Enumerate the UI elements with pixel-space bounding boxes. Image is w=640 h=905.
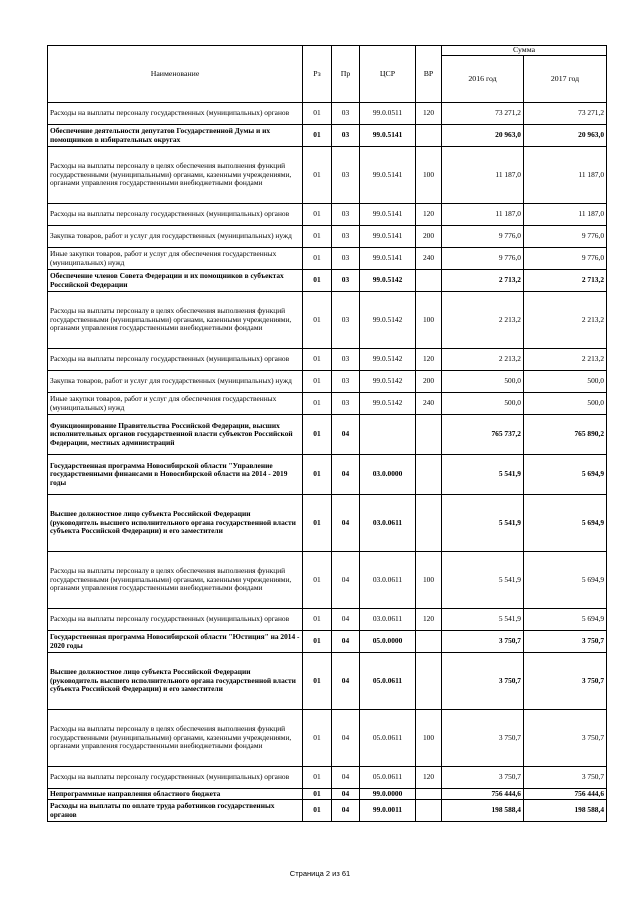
row-csr-cell: 99.0.5142 (360, 270, 416, 292)
row-rz-cell: 01 (303, 226, 332, 248)
row-vr-cell (416, 631, 442, 653)
row-2017-cell: 3 750,7 (524, 631, 607, 653)
table-row (48, 653, 607, 710)
row-2016-cell: 2 713,2 (442, 270, 524, 292)
row-vr-cell (416, 270, 442, 292)
row-vr-cell: 100 (416, 292, 442, 349)
row-2017-cell: 2 213,2 (524, 349, 607, 371)
table-row (48, 270, 607, 292)
budget-sheet (47, 45, 606, 822)
row-csr-cell: 05.0.0000 (360, 631, 416, 653)
header-sum: Сумма (442, 46, 607, 56)
row-csr-cell: 03.0.0611 (360, 552, 416, 609)
row-csr-cell: 03.0.0611 (360, 495, 416, 552)
row-pr-cell: 03 (332, 371, 360, 393)
row-vr-cell (416, 495, 442, 552)
table-row (48, 125, 607, 147)
row-rz-cell: 01 (303, 552, 332, 609)
row-vr-cell: 120 (416, 767, 442, 789)
row-rz-cell: 01 (303, 789, 332, 800)
row-rz-cell: 01 (303, 292, 332, 349)
row-name-cell: Закупка товаров, работ и услуг для государственных (муниципальных) нужд (48, 226, 303, 248)
row-vr-cell (416, 415, 442, 455)
row-2016-cell: 5 541,9 (442, 552, 524, 609)
table-row (48, 371, 607, 393)
row-name-cell: Иные закупки товаров, работ и услуг для обеспечения государственных (муниципальных) нужд (48, 393, 303, 415)
row-csr-cell: 05.0.0611 (360, 767, 416, 789)
row-rz-cell: 01 (303, 393, 332, 415)
row-2016-cell: 9 776,0 (442, 226, 524, 248)
table-row (48, 495, 607, 552)
table-row (48, 800, 607, 822)
row-vr-cell: 100 (416, 710, 442, 767)
row-rz-cell: 01 (303, 349, 332, 371)
row-rz-cell: 01 (303, 125, 332, 147)
row-2017-cell: 198 588,4 (524, 800, 607, 822)
row-pr-cell: 04 (332, 653, 360, 710)
row-name-cell: Расходы на выплаты персоналу государственных (муниципальных) органов (48, 103, 303, 125)
row-csr-cell (360, 415, 416, 455)
row-rz-cell: 01 (303, 495, 332, 552)
row-2016-cell: 73 271,2 (442, 103, 524, 125)
row-csr-cell: 99.0.5142 (360, 292, 416, 349)
row-rz-cell: 01 (303, 248, 332, 270)
row-2016-cell: 500,0 (442, 371, 524, 393)
row-name-cell: Расходы на выплаты персоналу государственных (муниципальных) органов (48, 349, 303, 371)
row-pr-cell: 04 (332, 552, 360, 609)
row-csr-cell: 99.0.5141 (360, 248, 416, 270)
row-pr-cell: 04 (332, 415, 360, 455)
row-rz-cell: 01 (303, 631, 332, 653)
row-csr-cell: 99.0.0011 (360, 800, 416, 822)
row-vr-cell (416, 455, 442, 495)
row-csr-cell: 05.0.0611 (360, 653, 416, 710)
row-csr-cell: 03.0.0611 (360, 609, 416, 631)
row-rz-cell: 01 (303, 767, 332, 789)
table-row (48, 767, 607, 789)
row-2017-cell: 3 750,7 (524, 710, 607, 767)
row-2017-cell: 11 187,0 (524, 204, 607, 226)
row-vr-cell (416, 800, 442, 822)
row-csr-cell: 99.0.5142 (360, 349, 416, 371)
row-2017-cell: 5 694,9 (524, 552, 607, 609)
row-name-cell: Высшее должностное лицо субъекта Российской Федерации (руководитель высшего исполнительного органа государственной власти субъекта Российской Федерации) и его заместители (48, 495, 303, 552)
row-2017-cell: 73 271,2 (524, 103, 607, 125)
row-2016-cell: 756 444,6 (442, 789, 524, 800)
row-csr-cell: 99.0.0511 (360, 103, 416, 125)
row-vr-cell (416, 653, 442, 710)
row-rz-cell: 01 (303, 800, 332, 822)
row-2016-cell: 3 750,7 (442, 631, 524, 653)
row-vr-cell: 100 (416, 552, 442, 609)
row-rz-cell: 01 (303, 710, 332, 767)
row-2016-cell: 11 187,0 (442, 147, 524, 204)
row-2016-cell: 9 776,0 (442, 248, 524, 270)
row-vr-cell (416, 789, 442, 800)
row-csr-cell: 03.0.0000 (360, 455, 416, 495)
row-name-cell: Расходы на выплаты по оплате труда работников государственных органов (48, 800, 303, 822)
header-rz: Рз (303, 46, 332, 103)
row-2017-cell: 5 694,9 (524, 495, 607, 552)
table-row (48, 204, 607, 226)
header-vr: ВР (416, 46, 442, 103)
row-csr-cell: 99.0.5141 (360, 204, 416, 226)
row-name-cell: Иные закупки товаров, работ и услуг для обеспечения государственных (муниципальных) нужд (48, 248, 303, 270)
table-row (48, 552, 607, 609)
row-rz-cell: 01 (303, 270, 332, 292)
table-row (48, 103, 607, 125)
row-name-cell: Функционирование Правительства Российской Федерации, высших исполнительных органов государственной власти субъектов Российской Федерации, местных администраций (48, 415, 303, 455)
row-rz-cell: 01 (303, 415, 332, 455)
row-rz-cell: 01 (303, 371, 332, 393)
row-2016-cell: 198 588,4 (442, 800, 524, 822)
row-2016-cell: 5 541,9 (442, 455, 524, 495)
row-pr-cell: 03 (332, 393, 360, 415)
row-pr-cell: 04 (332, 710, 360, 767)
row-vr-cell: 240 (416, 248, 442, 270)
row-name-cell: Расходы на выплаты персоналу государственных (муниципальных) органов (48, 609, 303, 631)
row-vr-cell: 200 (416, 371, 442, 393)
row-2016-cell: 11 187,0 (442, 204, 524, 226)
table-row (48, 147, 607, 204)
row-vr-cell: 120 (416, 204, 442, 226)
row-rz-cell: 01 (303, 653, 332, 710)
table-row (48, 393, 607, 415)
row-2016-cell: 3 750,7 (442, 767, 524, 789)
row-csr-cell: 99.0.5141 (360, 125, 416, 147)
row-2016-cell: 20 963,0 (442, 125, 524, 147)
table-row (48, 226, 607, 248)
row-pr-cell: 04 (332, 455, 360, 495)
page-footer: Страница 2 из 61 (289, 869, 351, 878)
row-vr-cell: 100 (416, 147, 442, 204)
row-name-cell: Расходы на выплаты персоналу в целях обеспечения выполнения функций государственными (муниципальными) органами, казенными учреждениями, органами управления государственными внебюджетными фондами (48, 710, 303, 767)
table-row (48, 415, 607, 455)
row-csr-cell: 99.0.5142 (360, 371, 416, 393)
row-vr-cell: 120 (416, 103, 442, 125)
row-2017-cell: 500,0 (524, 371, 607, 393)
row-pr-cell: 04 (332, 800, 360, 822)
header-2017: 2017 год (524, 56, 607, 103)
row-rz-cell: 01 (303, 103, 332, 125)
row-vr-cell: 120 (416, 349, 442, 371)
budget-table (47, 45, 607, 822)
row-2016-cell: 5 541,9 (442, 495, 524, 552)
table-header (48, 46, 607, 103)
row-2016-cell: 2 213,2 (442, 349, 524, 371)
row-pr-cell: 04 (332, 767, 360, 789)
row-pr-cell: 03 (332, 270, 360, 292)
row-csr-cell: 99.0.5142 (360, 393, 416, 415)
row-rz-cell: 01 (303, 204, 332, 226)
table-row (48, 609, 607, 631)
row-name-cell: Обеспечение членов Совета Федерации и их помощников в субъектах Российской Федерации (48, 270, 303, 292)
row-pr-cell: 04 (332, 609, 360, 631)
row-2017-cell: 2 213,2 (524, 292, 607, 349)
row-2016-cell: 765 737,2 (442, 415, 524, 455)
row-2017-cell: 9 776,0 (524, 248, 607, 270)
table-row (48, 248, 607, 270)
row-vr-cell: 120 (416, 609, 442, 631)
row-name-cell: Расходы на выплаты персоналу в целях обеспечения выполнения функций государственными (муниципальными) органами, казенными учреждениями, органами управления государственными внебюджетными фондами (48, 147, 303, 204)
row-rz-cell: 01 (303, 147, 332, 204)
table-row (48, 349, 607, 371)
row-csr-cell: 99.0.5141 (360, 226, 416, 248)
row-pr-cell: 03 (332, 226, 360, 248)
row-csr-cell: 05.0.0611 (360, 710, 416, 767)
row-name-cell: Расходы на выплаты персоналу в целях обеспечения выполнения функций государственными (муниципальными) органами, казенными учреждениями, органами управления государственными внебюджетными фондами (48, 552, 303, 609)
row-name-cell: Государственная программа Новосибирской области "Управление государственными финансами в Новосибирской области на 2014 - 2019 годы (48, 455, 303, 495)
row-2017-cell: 9 776,0 (524, 226, 607, 248)
row-pr-cell: 03 (332, 125, 360, 147)
row-name-cell: Непрограммные направления областного бюджета (48, 789, 303, 800)
row-csr-cell: 99.0.0000 (360, 789, 416, 800)
row-rz-cell: 01 (303, 609, 332, 631)
row-2017-cell: 20 963,0 (524, 125, 607, 147)
row-rz-cell: 01 (303, 455, 332, 495)
table-row (48, 789, 607, 800)
row-pr-cell: 03 (332, 349, 360, 371)
row-pr-cell: 03 (332, 292, 360, 349)
row-pr-cell: 03 (332, 248, 360, 270)
row-name-cell: Расходы на выплаты персоналу государственных (муниципальных) органов (48, 767, 303, 789)
row-2017-cell: 5 694,9 (524, 609, 607, 631)
table-row (48, 631, 607, 653)
row-2017-cell: 5 694,9 (524, 455, 607, 495)
row-pr-cell: 04 (332, 631, 360, 653)
row-name-cell: Расходы на выплаты персоналу государственных (муниципальных) органов (48, 204, 303, 226)
header-2016: 2016 год (442, 56, 524, 103)
row-pr-cell: 03 (332, 103, 360, 125)
row-2017-cell: 11 187,0 (524, 147, 607, 204)
row-2017-cell: 3 750,7 (524, 767, 607, 789)
table-row (48, 292, 607, 349)
header-pr: Пр (332, 46, 360, 103)
row-2016-cell: 500,0 (442, 393, 524, 415)
row-2016-cell: 5 541,9 (442, 609, 524, 631)
table-row (48, 710, 607, 767)
table-body (48, 103, 607, 822)
row-pr-cell: 03 (332, 147, 360, 204)
row-2017-cell: 500,0 (524, 393, 607, 415)
row-name-cell: Закупка товаров, работ и услуг для государственных (муниципальных) нужд (48, 371, 303, 393)
row-csr-cell: 99.0.5141 (360, 147, 416, 204)
row-2017-cell: 3 750,7 (524, 653, 607, 710)
row-vr-cell: 240 (416, 393, 442, 415)
row-vr-cell: 200 (416, 226, 442, 248)
row-2016-cell: 2 213,2 (442, 292, 524, 349)
row-2017-cell: 756 444,6 (524, 789, 607, 800)
row-pr-cell: 04 (332, 789, 360, 800)
row-name-cell: Государственная программа Новосибирской области "Юстиция" на 2014 - 2020 годы (48, 631, 303, 653)
row-name-cell: Высшее должностное лицо субъекта Российской Федерации (руководитель высшего исполнительного органа государственной власти субъекта Российской Федерации) и его заместители (48, 653, 303, 710)
header-name: Наименование (48, 46, 303, 103)
row-2017-cell: 2 713,2 (524, 270, 607, 292)
row-2016-cell: 3 750,7 (442, 653, 524, 710)
row-name-cell: Расходы на выплаты персоналу в целях обеспечения выполнения функций государственными (муниципальными) органами, казенными учреждениями, органами управления государственными внебюджетными фондами (48, 292, 303, 349)
row-2016-cell: 3 750,7 (442, 710, 524, 767)
row-vr-cell (416, 125, 442, 147)
table-row (48, 455, 607, 495)
row-name-cell: Обеспечение деятельности депутатов Государственной Думы и их помощников в избирательных округах (48, 125, 303, 147)
header-csr: ЦСР (360, 46, 416, 103)
row-pr-cell: 04 (332, 495, 360, 552)
row-pr-cell: 03 (332, 204, 360, 226)
row-2017-cell: 765 890,2 (524, 415, 607, 455)
